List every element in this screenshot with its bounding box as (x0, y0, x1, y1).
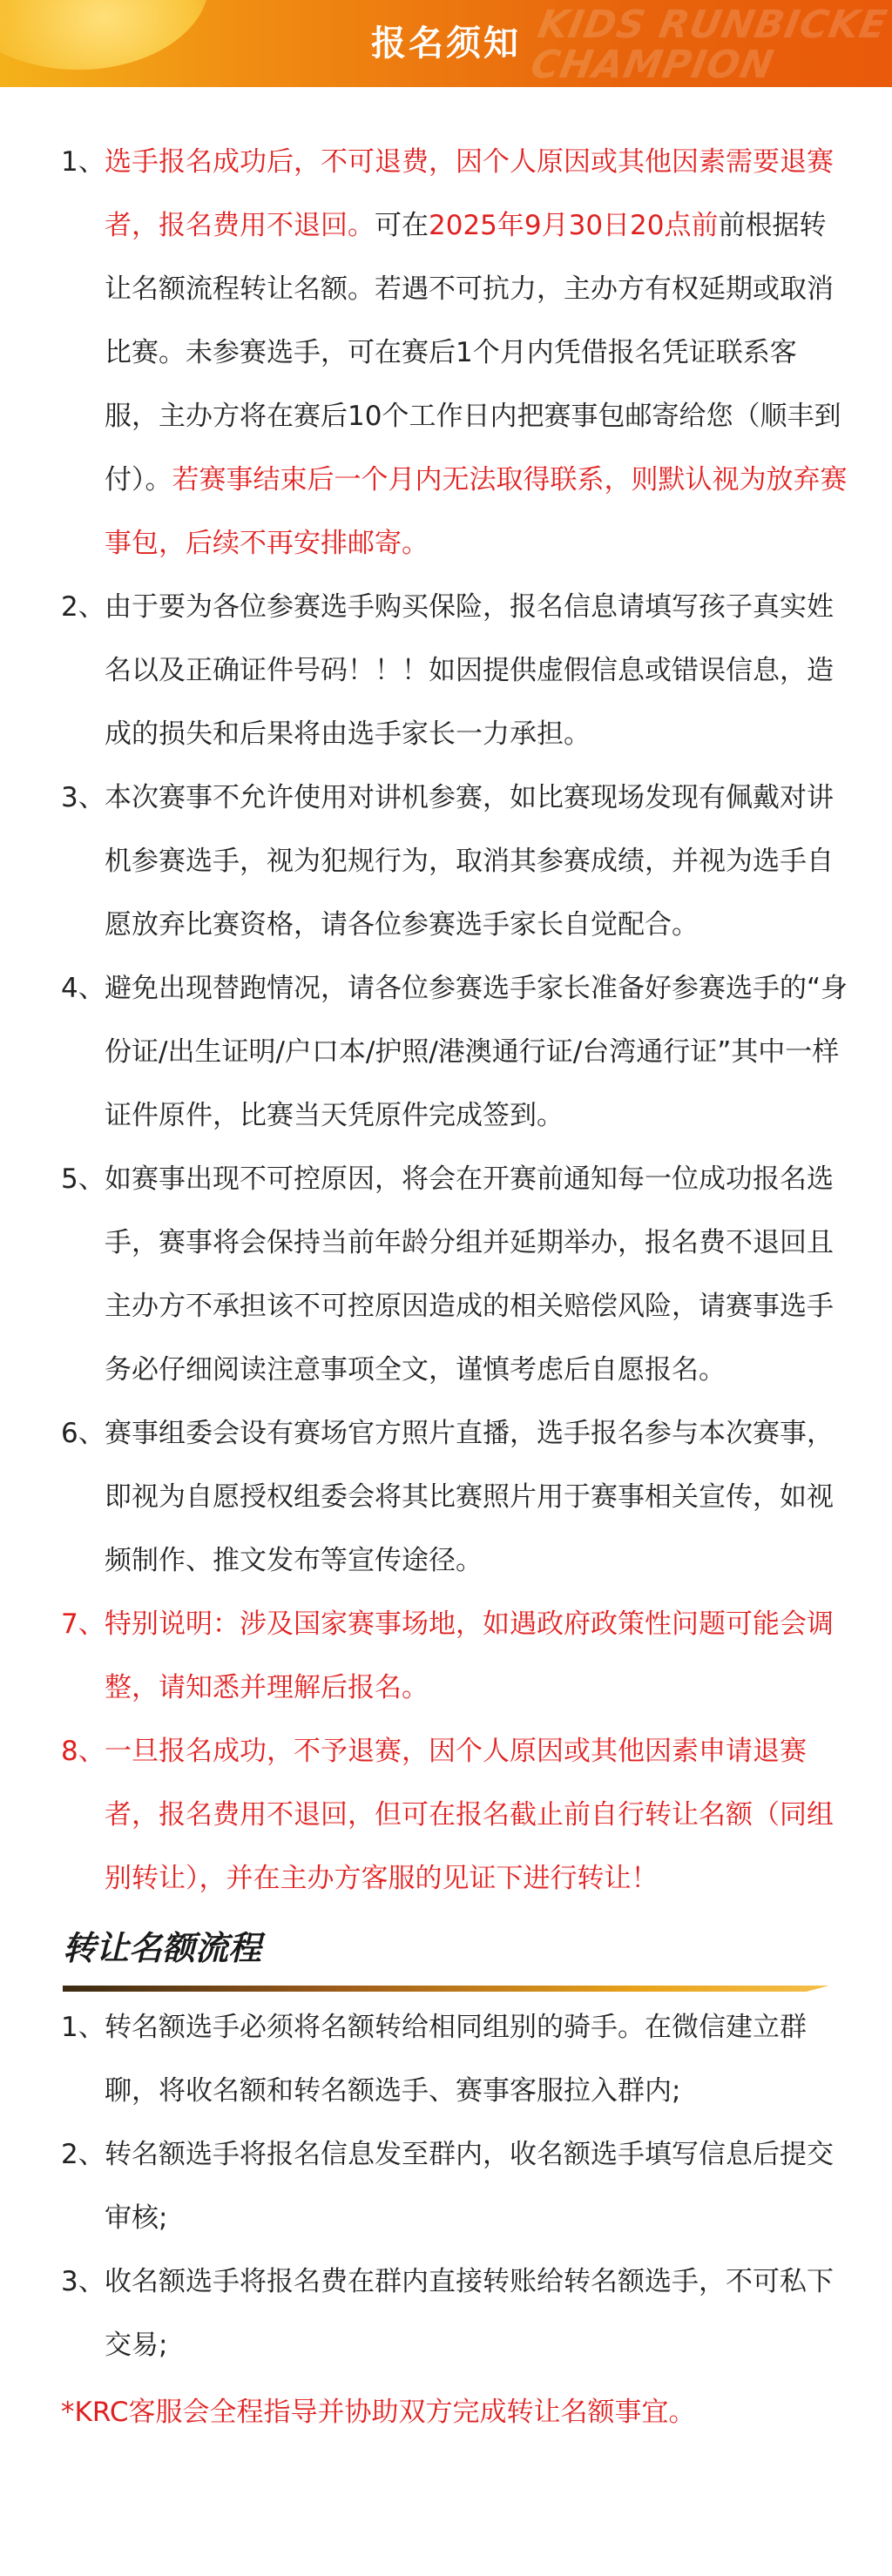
item-number: 3、 (61, 782, 105, 813)
item-number: 1、 (61, 146, 105, 178)
item-number: 3、 (61, 2266, 105, 2297)
item-text: 本次赛事不允许使用对讲机参赛，如比赛现场发现有佩戴对讲机参赛选手，视为犯规行为，取消其参赛成绩，并视为选手自愿放弃比赛资格，请各位参赛选手家长自觉配合。 (105, 782, 834, 941)
item-text: 转名额选手将报名信息发至群内，收名额选手填写信息后提交审核; (105, 2139, 834, 2234)
notice-item (0, 766, 892, 957)
item-number: 6、 (61, 1418, 105, 1449)
item-number: 8、 (61, 1736, 105, 1767)
item-text: 避免出现替跑情况，请各位参赛选手家长准备好参赛选手的“身份证/出生证明/户口本/护照/港澳通行证/台湾通行证”其中一样证件原件，比赛当天凭原件完成签到。 (105, 973, 848, 1131)
highlight-text: 一旦报名成功，不予退赛，因个人原因或其他因素申请退赛者，报名费用不退回，但可在报名截止前自行转让名额（同组别转让），并在主办方客服的见证下进行转让！ (105, 1736, 834, 1894)
item-number: 2、 (61, 591, 105, 623)
notice-item (0, 1593, 892, 1720)
notice-item (0, 957, 892, 1148)
item-text: 收名额选手将报名费在群内直接转账给转名额选手，不可私下交易; (105, 2266, 834, 2361)
item-number: 7、 (61, 1608, 105, 1640)
item-text: 如赛事出现不可控原因，将会在开赛前通知每一位成功报名选手，赛事将会保持当前年龄分组并延期举办，报名费不退回且主办方不承担该不可控原因造成的相关赔偿风险，请赛事选手务必仔细阅读注意事项全文，谨慎考虑后自愿报名。 (105, 1163, 834, 1386)
watermark-line-1: KIDS RUNBICKE (534, 3, 891, 47)
item-number: 5、 (61, 1163, 105, 1195)
highlight-text: 2025年9月30日20点前 (429, 210, 719, 241)
transfer-section-title: 转让名额流程 (63, 1929, 262, 1967)
item-text: 可在 (375, 210, 429, 241)
notice-item (0, 576, 892, 766)
item-number: 4、 (61, 973, 105, 1004)
item-number: 2、 (61, 2139, 105, 2170)
item-text: 由于要为各位参赛选手购买保险，报名信息请填写孩子真实姓名以及正确证件号码！！！如因提供虚假信息或错误信息，造成的损失和后果将由选手家长一力承担。 (105, 591, 834, 750)
highlight-text: 特别说明：涉及国家赛事场地，如遇政府政策性问题可能会调整，请知悉并理解后报名。 (105, 1608, 834, 1703)
item-text: 转名额选手必须将名额转给相同组别的骑手。在微信建立群聊，将收名额和转名额选手、赛事客服拉入群内; (105, 2012, 807, 2107)
highlight-text: 若赛事结束后一个月内无法取得联系，则默认视为放弃赛事包，后续不再安排邮寄。 (105, 464, 848, 559)
notice-item (0, 1148, 892, 1402)
notice-item (0, 1720, 892, 1911)
section-divider (63, 1986, 829, 1992)
transfer-step (0, 1996, 892, 2123)
notice-item (0, 1402, 892, 1593)
watermark-line-2: CHAMPION (527, 43, 778, 87)
header-banner (0, 0, 892, 87)
transfer-step (0, 2250, 892, 2377)
page-title: 报名须知 (371, 24, 521, 64)
transfer-note: *KRC客服会全程指导并协助双方完成转让名额事宜。 (61, 2397, 696, 2428)
item-text: 前根据转让名额流程转让名额。若遇不可抗力，主办方有权延期或取消比赛。未参赛选手，可在赛后1个月内凭借报名凭证联系客服，主办方将在赛后10个工作日内把赛事包邮寄给您（顺丰到付）。 (105, 210, 841, 496)
notice-content (0, 131, 892, 2445)
transfer-section-header (63, 1916, 892, 1996)
transfer-list (0, 1996, 892, 2377)
item-text: 赛事组委会设有赛场官方照片直播，选手报名参与本次赛事，即视为自愿授权组委会将其比赛照片用于赛事相关宣传，如视频制作、推文发布等宣传途径。 (105, 1418, 834, 1576)
highlight-text: 选手报名成功后，不可退费，因个人原因或其他因素需要退赛者，报名费用不退回。 (105, 146, 834, 241)
notice-item (0, 131, 892, 576)
notice-list (0, 131, 892, 1911)
item-number: 1、 (61, 2012, 105, 2043)
transfer-step (0, 2123, 892, 2250)
